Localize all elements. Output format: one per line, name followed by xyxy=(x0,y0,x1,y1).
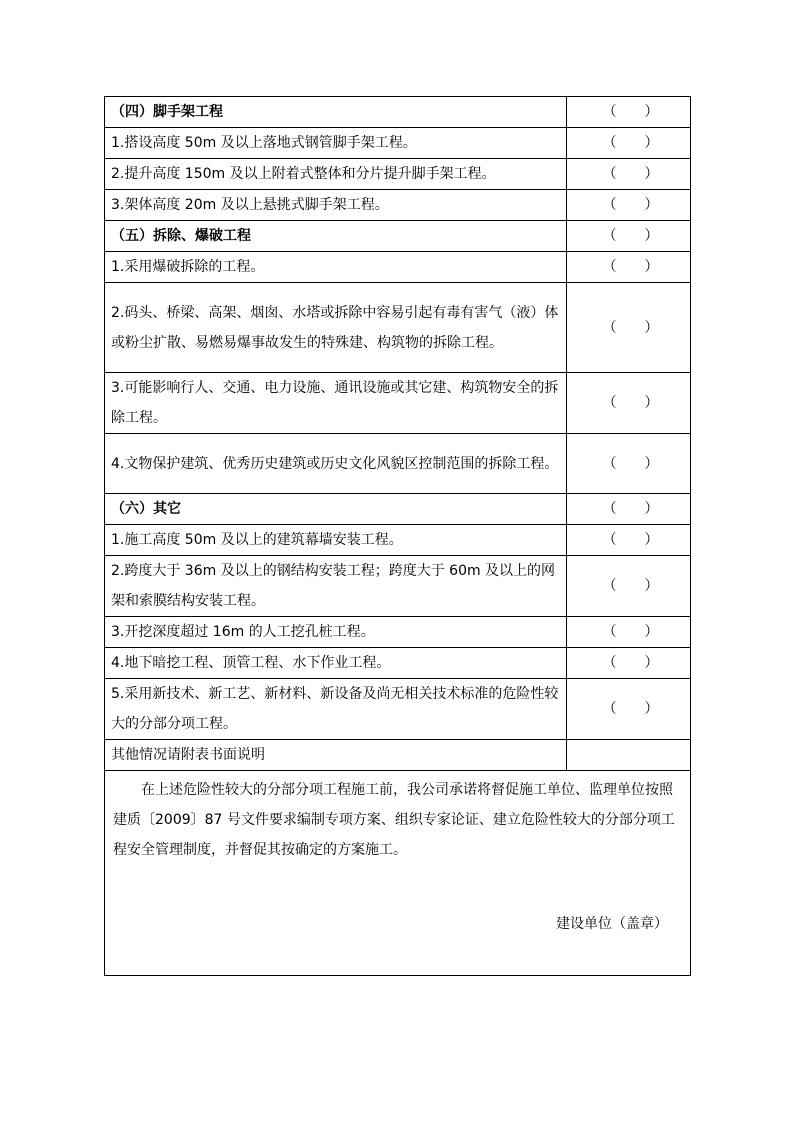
check-mark-field[interactable]: （ ） xyxy=(602,395,659,411)
table-row xyxy=(105,648,691,679)
item-text: 4.地下暗挖工程、顶管工程、水下作业工程。 xyxy=(105,648,567,679)
table-row xyxy=(105,159,691,190)
check-mark-field[interactable]: （ ） xyxy=(602,501,659,517)
item-text: 3.可能影响行人、交通、电力设施、通讯设施或其它建、构筑物安全的拆除工程。 xyxy=(105,373,567,434)
table-row xyxy=(105,525,691,556)
check-mark-field[interactable]: （ ） xyxy=(602,701,659,717)
table-row xyxy=(105,373,691,434)
checkbox-cell xyxy=(567,252,691,283)
item-text: 1.施工高度 50m 及以上的建筑幕墙安装工程。 xyxy=(105,525,567,556)
checkbox-cell xyxy=(567,494,691,525)
item-text: 3.开挖深度超过 16m 的人工挖孔桩工程。 xyxy=(105,617,567,648)
checkbox-cell xyxy=(567,283,691,373)
check-mark-field[interactable]: （ ） xyxy=(602,228,659,244)
commitment-row xyxy=(105,771,691,976)
checkbox-cell xyxy=(567,97,691,128)
item-text: 5.采用新技术、新工艺、新材料、新设备及尚无相关技术标准的危险性较大的分部分项工程。 xyxy=(105,679,567,740)
checkbox-cell xyxy=(567,525,691,556)
checkbox-cell xyxy=(567,556,691,617)
checkbox-cell xyxy=(567,190,691,221)
item-text: 2.提升高度 150m 及以上附着式整体和分片提升脚手架工程。 xyxy=(105,159,567,190)
check-mark-field[interactable]: （ ） xyxy=(602,655,659,671)
table-body xyxy=(105,97,691,771)
check-mark-field[interactable]: （ ） xyxy=(602,319,659,336)
check-mark-field[interactable]: （ ） xyxy=(602,135,659,151)
check-mark-field[interactable]: （ ） xyxy=(602,532,659,548)
checkbox-cell xyxy=(567,740,691,771)
commitment-text: 在上述危险性较大的分部分项工程施工前，我公司承诺将督促施工单位、监理单位按照建质〔2009〕87 号文件要求编制专项方案、组织专家论证、建立危险性较大的分部分项工程安全管理制度，并督促其按确定的方案施工。 xyxy=(113,782,675,858)
table-row xyxy=(105,679,691,740)
table-row xyxy=(105,128,691,159)
item-text: 1.搭设高度 50m 及以上落地式钢管脚手架工程。 xyxy=(105,128,567,159)
hazard-project-table xyxy=(104,96,691,976)
check-mark-field[interactable]: （ ） xyxy=(602,166,659,182)
table-row xyxy=(105,740,691,771)
checkbox-cell xyxy=(567,648,691,679)
check-mark-field[interactable]: （ ） xyxy=(602,197,659,213)
check-mark-field[interactable]: （ ） xyxy=(602,104,659,120)
checkbox-cell xyxy=(567,434,691,494)
section-heading: （四）脚手架工程 xyxy=(105,97,567,128)
seal-label: 建设单位（盖章） xyxy=(556,916,668,932)
table-row xyxy=(105,252,691,283)
checkbox-cell xyxy=(567,679,691,740)
hazard-project-form xyxy=(104,96,690,976)
checkbox-cell xyxy=(567,617,691,648)
table-row xyxy=(105,556,691,617)
checkbox-cell xyxy=(567,159,691,190)
check-mark-field[interactable]: （ ） xyxy=(602,455,659,472)
table-row xyxy=(105,190,691,221)
checkbox-cell xyxy=(567,221,691,252)
commitment-cell xyxy=(105,771,691,976)
table-row xyxy=(105,97,691,128)
section-heading: （五）拆除、爆破工程 xyxy=(105,221,567,252)
table-row xyxy=(105,221,691,252)
check-mark-field[interactable]: （ ） xyxy=(602,624,659,640)
table-row xyxy=(105,434,691,494)
item-text: 2.码头、桥梁、高架、烟囱、水塔或拆除中容易引起有毒有害气（液）体或粉尘扩散、易燃易爆事故发生的特殊建、构筑物的拆除工程。 xyxy=(105,283,567,373)
table-row xyxy=(105,283,691,373)
item-text: 1.采用爆破拆除的工程。 xyxy=(105,252,567,283)
section-heading: （六）其它 xyxy=(105,494,567,525)
table-row xyxy=(105,494,691,525)
check-mark-field[interactable]: （ ） xyxy=(602,259,659,275)
item-text: 其他情况请附表书面说明 xyxy=(105,740,567,771)
checkbox-cell xyxy=(567,128,691,159)
item-text: 3.架体高度 20m 及以上悬挑式脚手架工程。 xyxy=(105,190,567,221)
check-mark-field[interactable]: （ ） xyxy=(602,578,659,594)
item-text: 2.跨度大于 36m 及以上的钢结构安装工程；跨度大于 60m 及以上的网架和索膜结构安装工程。 xyxy=(105,556,567,617)
item-text: 4.文物保护建筑、优秀历史建筑或历史文化风貌区控制范围的拆除工程。 xyxy=(105,434,567,494)
checkbox-cell xyxy=(567,373,691,434)
table-row xyxy=(105,617,691,648)
